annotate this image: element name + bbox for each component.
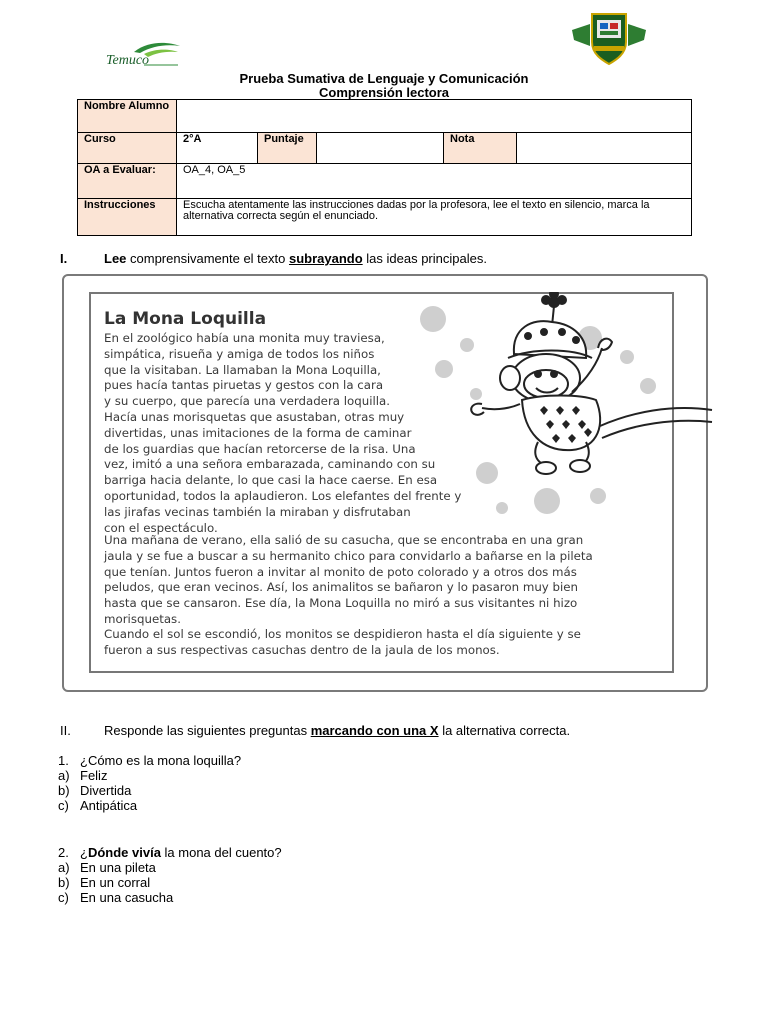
question-2-option-a[interactable]: En una pileta xyxy=(80,860,156,875)
temuco-logo xyxy=(104,38,184,72)
puntaje-field[interactable] xyxy=(317,133,444,164)
nota-field[interactable] xyxy=(517,133,692,164)
story-paragraph-2: Una mañana de verano, ella salió de su casucha, que se encontraba en una gran jaula y se fue a buscar a su hermanito chico para convidarlo a bañarse en la pileta que tenían. Juntos fueron a invitar al monito de poto colorado y a otros dos más peludos, que eran vecinos. Así, los animalitos se bañaron y lo pasaron muy bien hasta que se cansaron. Ese día, la Mona Loquilla no miró a sus visitantes ni hizo morisquetas. xyxy=(104,533,593,626)
oa-label: OA a Evaluar: xyxy=(78,164,177,199)
oa-value: OA_4, OA_5 xyxy=(177,164,692,199)
option-letter: b) xyxy=(58,875,70,890)
option-letter: c) xyxy=(58,890,69,905)
puntaje-label: Puntaje xyxy=(258,133,317,164)
student-info-table xyxy=(77,99,692,236)
option-letter: a) xyxy=(58,768,70,783)
option-letter: b) xyxy=(58,783,70,798)
section-1-instruction: Lee comprensivamente el texto subrayando las ideas principales. xyxy=(104,251,487,266)
question-1-option-a[interactable]: Feliz xyxy=(80,768,108,783)
nombre-label: Nombre Alumno xyxy=(78,100,177,133)
option-letter: a) xyxy=(58,860,70,875)
svg-text:Temuco: Temuco xyxy=(106,53,150,68)
section-1-number: I. xyxy=(60,251,68,266)
monkey-illustration xyxy=(462,292,714,482)
page-title: Prueba Sumativa de Lenguaje y Comunicación xyxy=(239,71,529,86)
question-2-option-b[interactable]: En un corral xyxy=(80,875,151,890)
question-1-number: 1. xyxy=(58,753,69,768)
question-1-option-b[interactable]: Divertida xyxy=(80,783,132,798)
question-1-text: ¿Cómo es la mona loquilla? xyxy=(80,753,242,768)
story-paragraph-3: Cuando el sol se escondió, los monitos se despidieron hasta el día siguiente y se fueron a sus respectivas casuchas dentro de la jaula de los monos. xyxy=(104,627,581,657)
school-crest-icon xyxy=(570,8,648,66)
nota-label: Nota xyxy=(444,133,517,164)
section-2-instruction: Responde las siguientes preguntas marcando con una X la alternativa correcta. xyxy=(104,723,571,738)
question-1-option-c[interactable]: Antipática xyxy=(80,798,138,813)
curso-value: 2°A xyxy=(177,133,258,164)
question-2-text: ¿Dónde vivía la mona del cuento? xyxy=(80,845,282,860)
page-subtitle: Comprensión lectora xyxy=(318,85,450,100)
nombre-field[interactable] xyxy=(177,100,692,133)
section-2-number: II. xyxy=(60,723,71,738)
story-title: La Mona Loquilla xyxy=(104,309,267,329)
curso-label: Curso xyxy=(78,133,177,164)
story-paragraph-1: En el zoológico había una monita muy traviesa, simpática, risueña y amiga de todos los niños que la visitaban. La llamaban la Mona Loquilla, pues hacía tantas piruetas y gestos con la cara y su cuerpo, que parecía una verdadera loquilla. Hacía unas morisquetas que asustaban, otras muy divertidas, unas imitaciones de la forma de caminar de los guardias que hacían retorcerse de la risa. Una vez, imitó a una señora embarazada, caminando con su barriga hacia delante, lo que casi la hace caerse. En esa oportunidad, todos la aplaudieron. Los elefantes del frente y las jirafas vecinas también la miraban y disfrutaban con el espectáculo. xyxy=(104,331,462,535)
instrucciones-label: Instrucciones xyxy=(78,199,177,236)
option-letter: c) xyxy=(58,798,69,813)
instrucciones-value: Escucha atentamente las instrucciones dadas por la profesora, lee el texto en silencio, marca la alternativa correcta según el enunciado. xyxy=(177,199,692,236)
question-2-number: 2. xyxy=(58,845,69,860)
question-2-option-c[interactable]: En una casucha xyxy=(80,890,174,905)
